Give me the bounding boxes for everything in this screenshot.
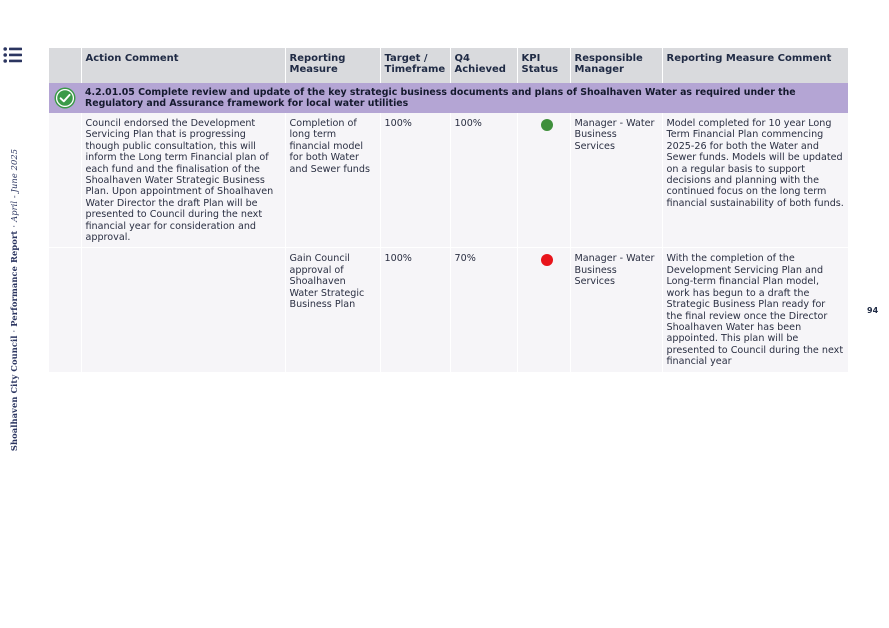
kpi-status-cell — [517, 113, 570, 248]
report-side-title: Shoalhaven City Council·Performance Report·April - June 2025 — [9, 148, 19, 452]
row-status-cell — [49, 113, 81, 248]
organisation-name: Shoalhaven City Council — [9, 335, 19, 452]
measure-comment-cell: Model completed for 10 year Long Term Financial Plan commencing 2025-26 for both the Water and Sewer funds. Models will be updated on a regular basis to support decisions and planning with the continued focus on the long term financial sustainability of both funds. — [662, 113, 848, 248]
kpi-status-cell — [517, 248, 570, 372]
row-status-cell — [49, 248, 81, 372]
table-row — [49, 113, 848, 248]
measure-comment-cell: With the completion of the Development Servicing Plan and Long-term financial Plan model, work has begun to a draft the Strategic Business Plan ready for the final review once the Director Shoalhaven Water has been appointed. This plan will be presented to Council during the next financial year — [662, 248, 848, 372]
header-kpi-status: KPI Status — [517, 48, 570, 83]
action-comment-cell — [81, 248, 285, 372]
table-row — [49, 248, 848, 372]
responsible-manager-cell: Manager - Water Business Services — [570, 113, 662, 248]
check-circle-icon — [54, 87, 76, 109]
menu-list-icon[interactable] — [3, 46, 23, 64]
action-comment-cell: Council endorsed the Development Servicing Plan that is progressing though public consultation, this will inform the Long term Financial plan of each fund and the finalisation of the Shoalhaven Water Strategic Business Plan. Upon appointment of Shoalhaven Water Director the draft Plan will be presented to Council during the next financial year for consideration and approval. — [81, 113, 285, 248]
kpi-green-dot — [541, 119, 553, 131]
kpi-red-dot — [541, 254, 553, 266]
report-period: April - June 2025 — [9, 148, 19, 222]
page-number: 94 — [867, 306, 879, 315]
reporting-measure-cell: Gain Council approval of Shoalhaven Water Strategic Business Plan — [285, 248, 380, 372]
table-header-row — [49, 48, 848, 83]
section-status-cell — [49, 83, 81, 113]
reporting-measure-cell: Completion of long term financial model for both Water and Sewer funds — [285, 113, 380, 248]
header-responsible-manager: Responsible Manager — [570, 48, 662, 83]
header-q4-achieved: Q4 Achieved — [450, 48, 517, 83]
report-name: Performance Report — [9, 230, 19, 327]
header-measure-comment: Reporting Measure Comment — [662, 48, 848, 83]
q4-achieved-cell: 70% — [450, 248, 517, 372]
target-cell: 100% — [380, 113, 450, 248]
target-cell: 100% — [380, 248, 450, 372]
header-reporting-measure: Reporting Measure — [285, 48, 380, 83]
header-target: Target / Timeframe — [380, 48, 450, 83]
q4-achieved-cell: 100% — [450, 113, 517, 248]
section-row — [49, 83, 848, 113]
section-title: 4.2.01.05 Complete review and update of the key strategic business documents and plans of Shoalhaven Water as required under the Regulatory and Assurance framework for local water utilities — [81, 83, 848, 113]
header-status — [49, 48, 81, 83]
performance-table — [49, 48, 848, 372]
responsible-manager-cell: Manager - Water Business Services — [570, 248, 662, 372]
header-action-comment: Action Comment — [81, 48, 285, 83]
